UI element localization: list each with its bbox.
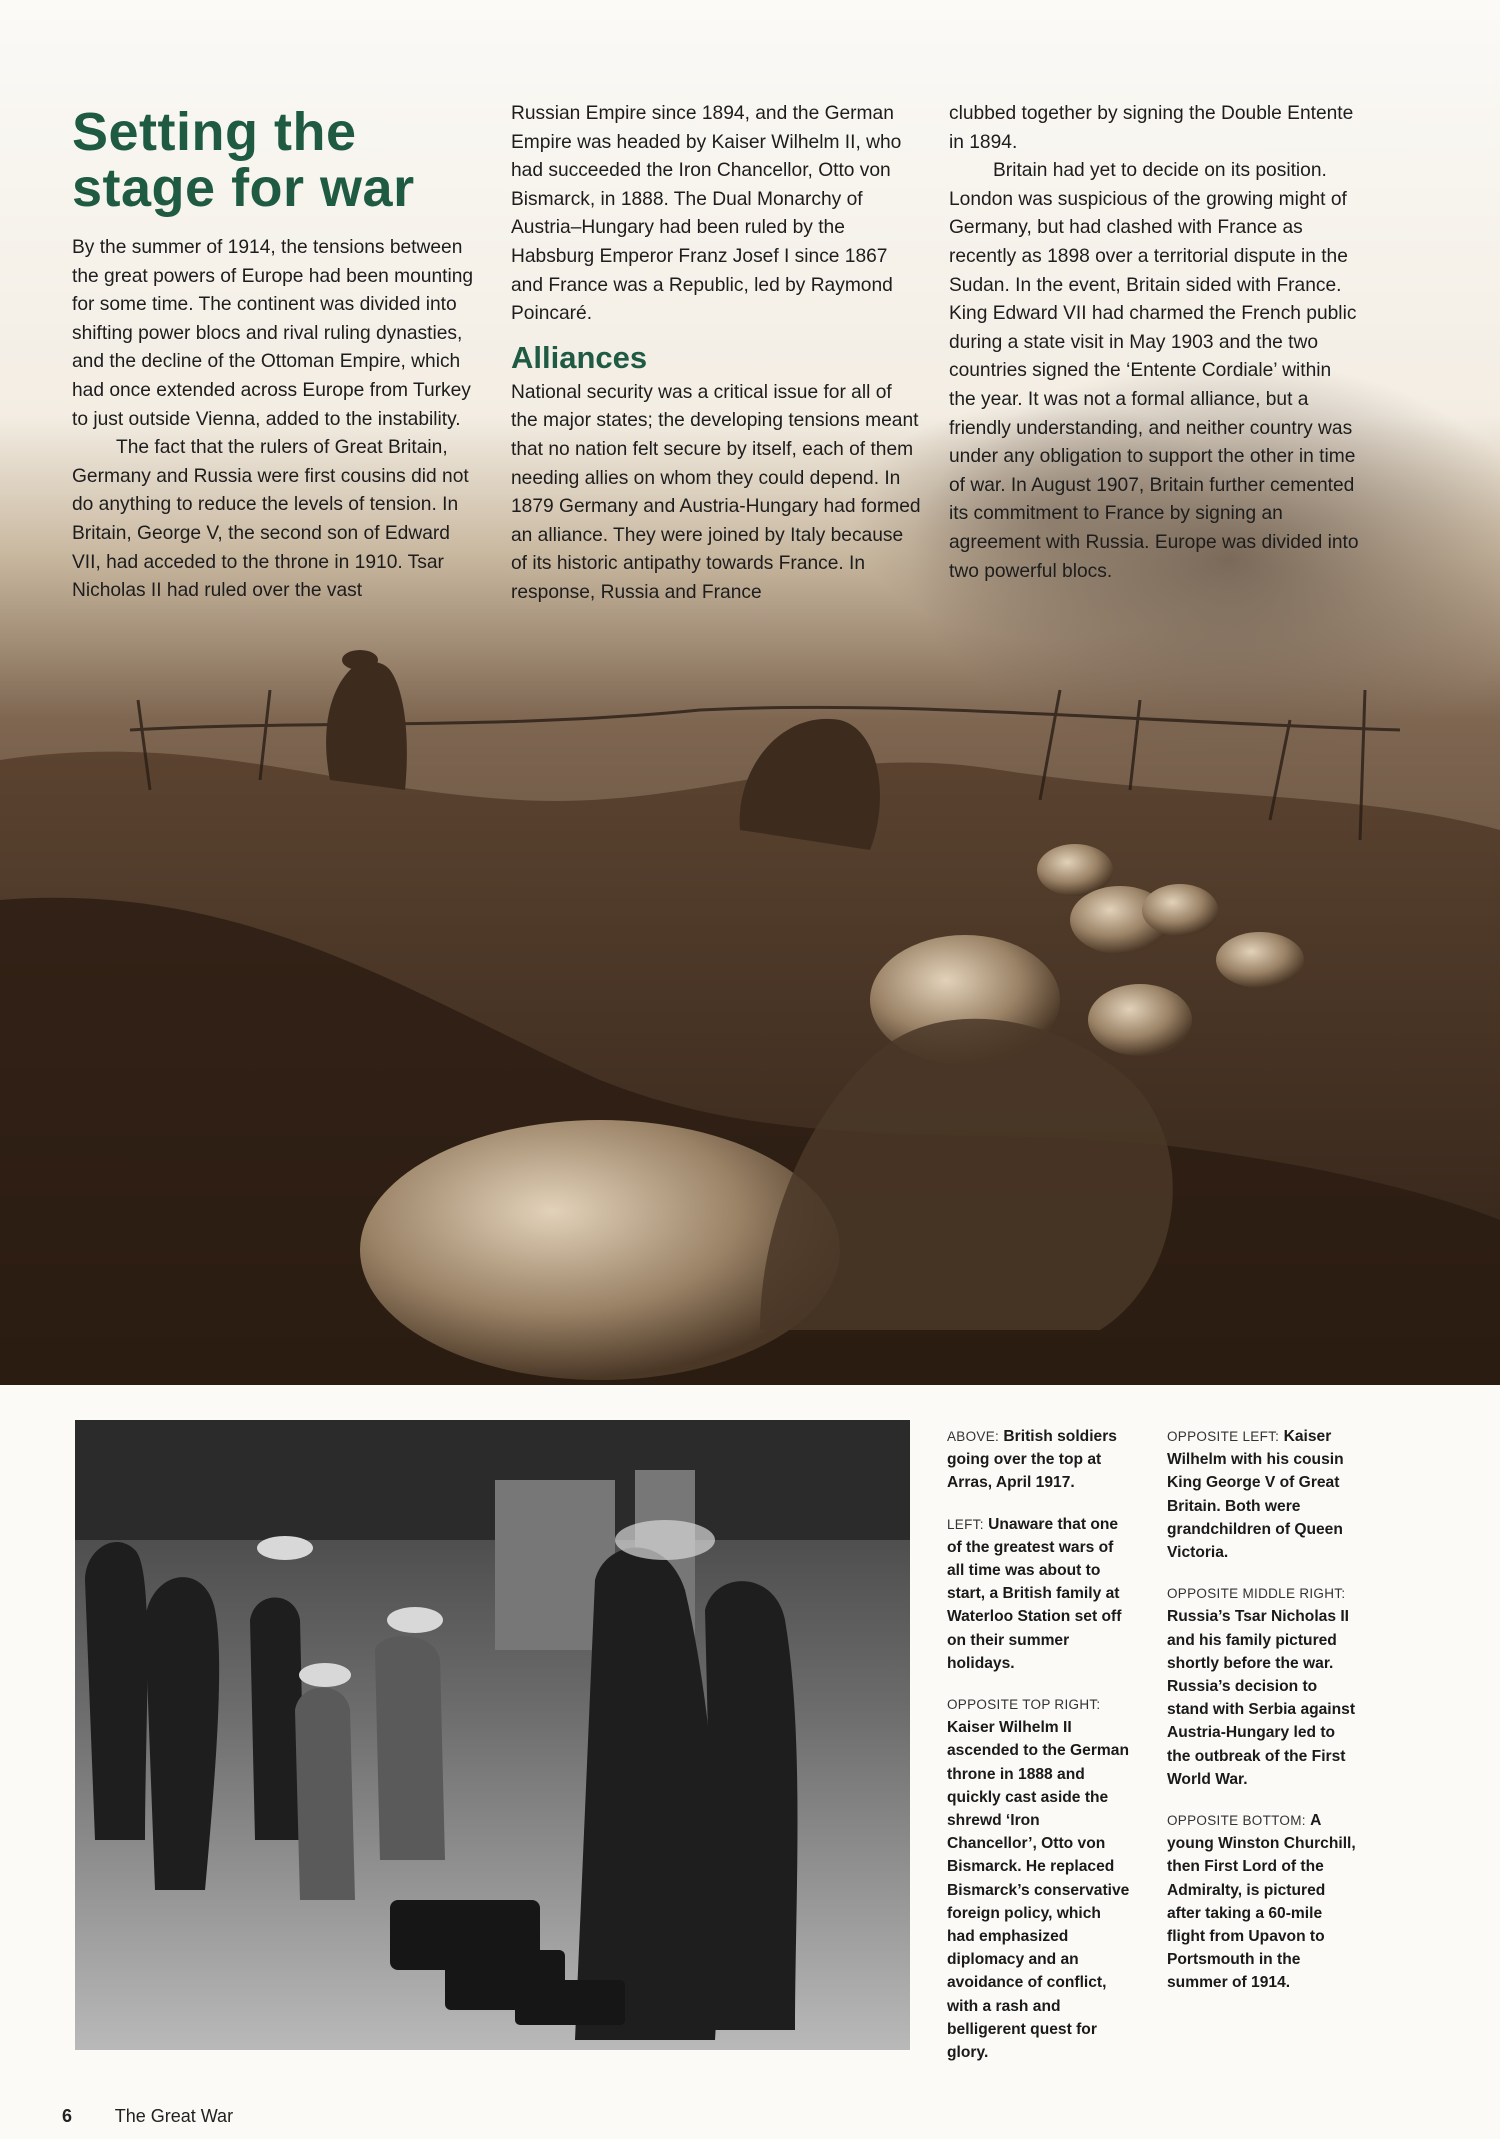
paragraph: Russian Empire since 1894, and the German Empire was headed by Kaiser Wilhelm II, who had succeeded the Iron Chancellor, Otto von Bismarck, in 1888. The Dual Monarchy of Austria–Hungary had been ruled by the Habsburg Emperor Franz Josef I since 1867 and France was a Republic, led by Raymond Poincaré. [511,103,902,325]
section-heading: Alliances [511,339,648,375]
caption-text: Russia’s Tsar Nicholas II and his family pictured shortly before the war. Russia’s decision to stand with Serbia against Austria-Hungary led to the outbreak of the First World War. [1167,1608,1356,1788]
article-column-2 [511,100,923,608]
caption-label: ABOVE: [947,1429,1000,1444]
paragraph: clubbed together by signing the Double Entente in 1894. [949,103,1354,153]
waterloo-station-photo [75,1420,910,2050]
paragraph: Britain had yet to decide on its position. London was suspicious of the growing might of Germany, but had clashed with France as recently as 1898 over a territorial dispute in the Sudan. In the event, Britain sided with France. King Edward VII had charmed the French public during a state visit in May 1903 and the two countries signed the ‘Entente Cordiale’ within the year. It was not a formal alliance, but a friendly understanding, and neither country was under any obligation to support the other in time of war. In August 1907, Britain further cemented its commitment to France by signing an agreement with Russia. Europe was divided into two powerful blocs. [949,160,1359,582]
caption-text: Unaware that one of the greatest wars of all time was about to start, a British family at Waterloo Station set off on their summer holidays. [947,1515,1122,1672]
caption-left [947,1513,1132,1675]
caption-text: A young Winston Churchill, then First Lord of the Admiralty, is pictured after taking a 60-mile flight from Upavon to Portsmouth in the summer of 1914. [1167,1812,1356,1992]
caption-label: OPPOSITE LEFT: [1167,1429,1280,1444]
caption-opposite-left [1167,1425,1357,1564]
captions-column-2 [1167,1425,1357,2013]
caption-text: Kaiser Wilhelm with his cousin King George V of Great Britain. Both were grandchildren of Queen Victoria. [1167,1428,1344,1562]
paragraph: By the summer of 1914, the tensions between the great powers of Europe had been mounting for some time. The continent was divided into shifting power blocs and rival ruling dynasties, and the decline of the Ottoman Empire, which had once extended across Europe from Turkey to just outside Vienna, added to the instability. [72,237,474,430]
paragraph: National security was a critical issue for all of the major states; the developing tensions meant that no nation felt secure by itself, each of them needing allies on whom they could depend. In 1879 Germany and Austria-Hungary had formed an alliance. They were joined by Italy because of its historic antipathy towards France. In response, Russia and France [511,381,921,603]
caption-opposite-top-right [947,1693,1132,2064]
page-number: 6 [62,2106,73,2126]
article-column-1 [72,104,477,606]
page-title [72,104,477,216]
caption-label: LEFT: [947,1516,984,1532]
caption-above [947,1425,1132,1495]
caption-opposite-bottom [1167,1809,1357,1995]
caption-text: British soldiers going over the top at Arras, April 1917. [947,1428,1117,1492]
captions-column-1 [947,1425,1132,2082]
caption-label: OPPOSITE BOTTOM: [1167,1813,1306,1829]
paragraph: The fact that the rulers of Great Britain, Germany and Russia were first cousins did not do anything to reduce the levels of tension. In Britain, George V, the second son of Edward VII, had acceded to the throne in 1910. Tsar Nicholas II had ruled over the vast [72,437,469,602]
title-line-2: stage for war [72,158,415,218]
caption-opposite-middle-right [1167,1582,1357,1791]
caption-label: OPPOSITE MIDDLE RIGHT: [1167,1586,1346,1602]
page-footer [62,2106,233,2127]
caption-text: Kaiser Wilhelm II ascended to the German throne in 1888 and quickly cast aside the shrewd ‘Iron Chancellor’, Otto von Bismarck. He replaced Bismarck’s conservative foreign policy, which had emphasized diplomacy and an avoidance of conflict, with a rash and belligerent quest for glory. [947,1719,1130,2062]
title-line-1: Setting the [72,102,357,162]
publication-name: The Great War [114,2106,234,2126]
caption-label: OPPOSITE TOP RIGHT: [947,1697,1101,1713]
article-column-3 [949,100,1361,586]
